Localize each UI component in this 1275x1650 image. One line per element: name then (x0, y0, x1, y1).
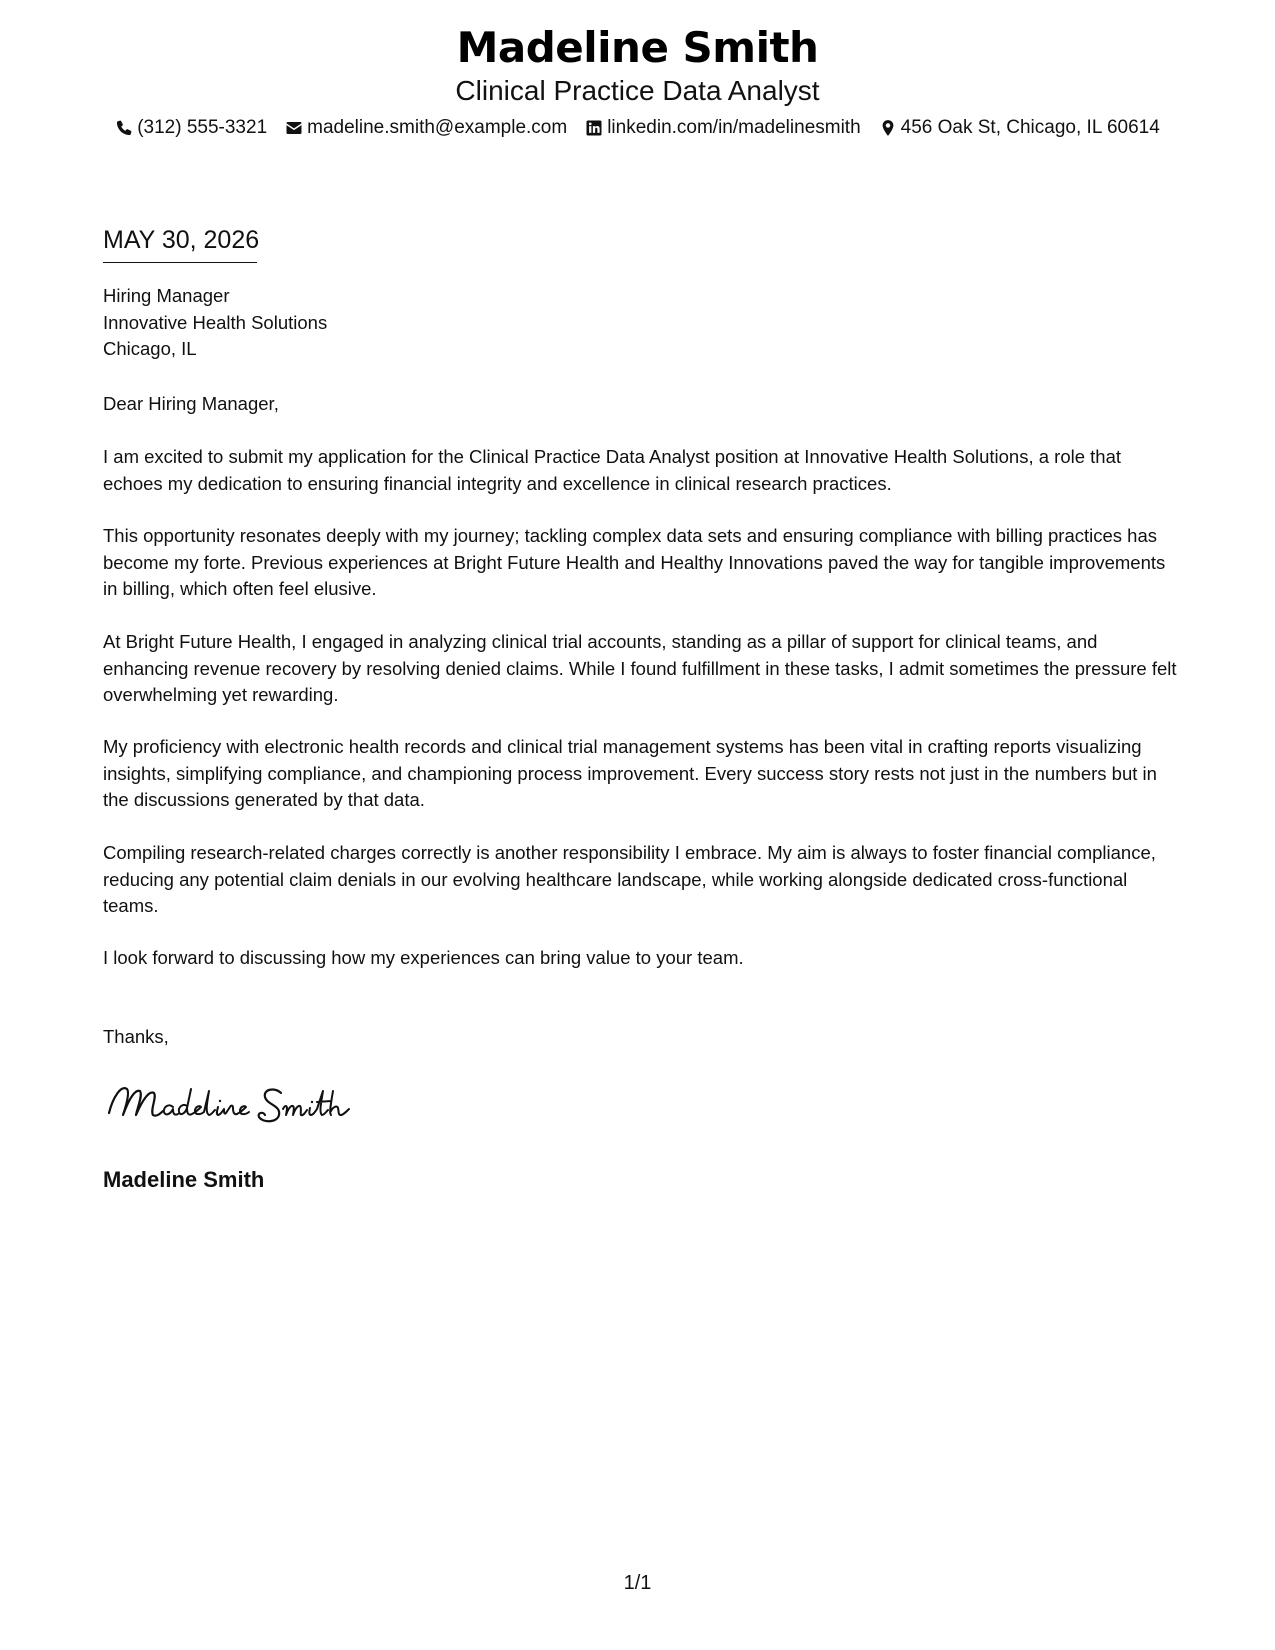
linkedin-url: linkedin.com/in/madelinesmith (607, 117, 861, 138)
body-paragraph: Compiling research-related charges correctly is another responsibility I embrace. My aim is always to foster financial compliance, reducing any potential claim denials in our evolving healthcare landscape, while working alongside dedicated cross-functional teams. (103, 842, 1156, 916)
closing: Thanks, (103, 1026, 169, 1047)
applicant-job-title: Clinical Practice Data Analyst (455, 75, 820, 106)
body-paragraph: At Bright Future Health, I engaged in analyzing clinical trial accounts, standing as a pillar of support for clinical teams, and enhancing revenue recovery by resolving denied claims. While I found fulfillment in these tasks, I admit sometimes the pressure felt overwhelming yet rewarding. (103, 631, 1177, 705)
body-paragraph: This opportunity resonates deeply with my journey; tackling complex data sets and ensuring compliance with billing practices has become my forte. Previous experiences at Bright Future Health and Healthy Innovations paved the way for tangible improvements in billing, which often feel elusive. (103, 525, 1166, 599)
handwritten-signature (103, 1075, 363, 1135)
applicant-name: Madeline Smith (456, 23, 819, 72)
recipient-block (103, 283, 1183, 363)
contact-address[interactable] (879, 116, 1160, 140)
letter-date: MAY 30, 2026 (103, 226, 260, 254)
letter-header (0, 22, 1275, 140)
linkedin-icon (585, 119, 603, 137)
street-address: 456 Oak St, Chicago, IL 60614 (900, 117, 1160, 138)
body-paragraph: I look forward to discussing how my experiences can bring value to your team. (103, 947, 744, 968)
signed-name: Madeline Smith (103, 1167, 265, 1192)
contact-linkedin[interactable] (585, 116, 860, 140)
page-number: 1/1 (623, 1572, 652, 1594)
salutation: Dear Hiring Manager, (103, 393, 279, 414)
recipient-line: Chicago, IL (103, 338, 197, 359)
body-paragraph: My proficiency with electronic health records and clinical trial management systems has been vital in crafting reports visualizing insights, simplifying compliance, and championing process improvement. Every success story rests not just in the numbers but in the discussions generated by that data. (103, 736, 1157, 810)
envelope-icon (285, 119, 303, 137)
phone-icon (115, 119, 133, 137)
body-paragraph: I am excited to submit my application for the Clinical Practice Data Analyst position at Innovative Health Solutions, a role that echoes my dedication to ensuring financial integrity and excellence in clinical research practices. (103, 446, 1122, 494)
date-underline (103, 262, 257, 263)
recipient-line: Hiring Manager (103, 285, 230, 306)
map-pin-icon (879, 119, 897, 137)
contact-phone[interactable] (115, 116, 267, 140)
contact-email[interactable] (285, 116, 567, 140)
contact-info-bar (0, 116, 1275, 140)
email-address: madeline.smith@example.com (307, 117, 568, 138)
recipient-line: Innovative Health Solutions (103, 311, 328, 333)
phone-number: (312) 555-3321 (137, 117, 268, 138)
